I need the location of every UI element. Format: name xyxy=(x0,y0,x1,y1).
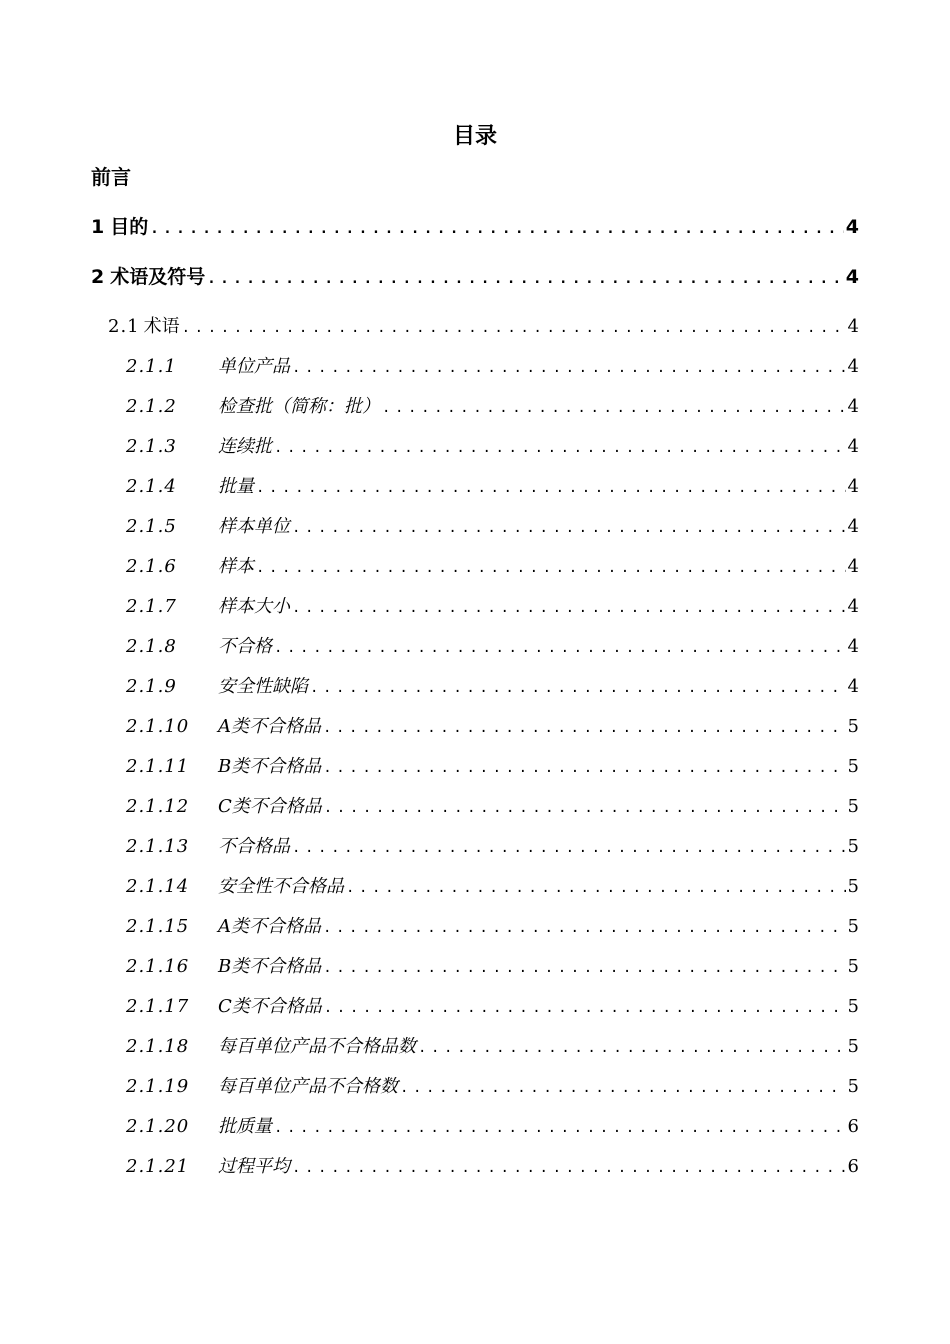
toc-entry[interactable] xyxy=(126,590,859,624)
toc-entry-label: 样本单位 xyxy=(218,516,290,537)
toc-entry-number: 2.1.3 xyxy=(126,436,177,457)
toc-entry-label: B类不合格品 xyxy=(218,956,322,977)
toc-entry-page-number: 5 xyxy=(847,1036,859,1057)
toc-entry-number: 2.1.15 xyxy=(126,916,190,937)
toc-entry-number: 2.1.14 xyxy=(126,876,190,897)
toc-entry[interactable] xyxy=(126,1070,859,1104)
toc-entry[interactable] xyxy=(126,990,859,1024)
toc-entry-number: 2.1 xyxy=(108,316,140,337)
toc-entry-number: 2.1.10 xyxy=(126,716,190,737)
toc-entry-page-number: 5 xyxy=(847,796,859,817)
preface-heading[interactable]: 前言 xyxy=(91,165,131,189)
toc-entry-label: A类不合格品 xyxy=(218,716,321,737)
toc-entry-page-number: 4 xyxy=(847,316,859,337)
toc-entry-number: 2.1.8 xyxy=(126,636,177,657)
toc-entry-page-number: 4 xyxy=(847,436,859,457)
toc-dot-leader xyxy=(418,1031,846,1065)
toc-entry-label: 样本大小 xyxy=(218,596,290,617)
toc-entry[interactable] xyxy=(126,510,859,544)
toc-entry-number: 2.1.18 xyxy=(126,1036,190,1057)
toc-entry-label: 安全性缺陷 xyxy=(218,676,308,697)
toc-entry-number: 2.1.21 xyxy=(126,1156,190,1177)
toc-entry-number: 2.1.4 xyxy=(126,476,177,497)
toc-entry-number: 2.1.17 xyxy=(126,996,190,1017)
toc-entry-number: 2.1.16 xyxy=(126,956,190,977)
toc-entry-page-number: 4 xyxy=(847,556,859,577)
toc-entry[interactable] xyxy=(126,1110,859,1144)
toc-dot-leader xyxy=(292,831,846,865)
toc-entry-number: 2.1.12 xyxy=(126,796,190,817)
toc-dot-leader xyxy=(150,212,844,246)
toc-entry-number: 2.1.11 xyxy=(126,756,190,777)
toc-entry-label: 样本 xyxy=(218,556,254,577)
toc-entry-number: 2.1.20 xyxy=(126,1116,190,1137)
toc-entry-label: 每百单位产品不合格数 xyxy=(218,1076,398,1097)
toc-entry-label: 术语及符号 xyxy=(110,266,206,288)
toc-entry[interactable] xyxy=(126,710,859,744)
toc-dot-leader xyxy=(292,511,846,545)
toc-dot-leader xyxy=(323,751,845,785)
toc-entry-number: 2.1.19 xyxy=(126,1076,190,1097)
toc-entry-page-number: 4 xyxy=(847,476,859,497)
toc-entry-label: 每百单位产品不合格品数 xyxy=(218,1036,416,1057)
toc-entry[interactable] xyxy=(126,750,859,784)
toc-entry[interactable] xyxy=(126,630,859,664)
toc-entry[interactable] xyxy=(126,1150,859,1184)
toc-dot-leader xyxy=(274,431,846,465)
toc-entry-label: 批量 xyxy=(218,476,254,497)
toc-entry-label: C类不合格品 xyxy=(218,996,322,1017)
toc-entry[interactable] xyxy=(126,910,859,944)
toc-entry-label: 术语 xyxy=(143,316,180,337)
toc-dot-leader xyxy=(346,871,846,905)
toc-dot-leader xyxy=(207,262,844,296)
toc-entry-page-number: 4 xyxy=(847,516,859,537)
toc-dot-leader xyxy=(324,791,846,825)
toc-dot-leader xyxy=(323,711,846,745)
toc-entry-page-number: 4 xyxy=(847,676,859,697)
toc-entry[interactable] xyxy=(91,260,859,294)
toc-entry-number: 2.1.7 xyxy=(126,596,177,617)
toc-dot-leader xyxy=(382,391,846,425)
toc-entry-page-number: 6 xyxy=(847,1156,859,1177)
toc-entry-label: C类不合格品 xyxy=(218,796,322,817)
toc-entry-number: 2.1.13 xyxy=(126,836,190,857)
toc-title: 目录 xyxy=(452,124,497,149)
toc-entry[interactable] xyxy=(126,830,859,864)
toc-entry-page-number: 5 xyxy=(847,716,859,737)
toc-dot-leader xyxy=(256,471,846,505)
toc-dot-leader xyxy=(324,991,846,1025)
toc-dot-leader xyxy=(323,911,846,945)
toc-entry[interactable] xyxy=(126,790,859,824)
toc-entry-number: 1 xyxy=(91,216,105,238)
toc-entry-label: 过程平均 xyxy=(218,1156,290,1177)
toc-dot-leader xyxy=(274,631,846,665)
toc-entry-number: 2.1.2 xyxy=(126,396,177,417)
toc-entry[interactable] xyxy=(126,950,859,984)
toc-entry-page-number: 5 xyxy=(847,876,859,897)
toc-dot-leader xyxy=(274,1111,846,1145)
toc-entry-page-number: 5 xyxy=(847,996,859,1017)
toc-entry-page-number: 5 xyxy=(847,836,859,857)
toc-entry-page-number: 4 xyxy=(845,216,859,238)
toc-entry-page-number: 4 xyxy=(847,596,859,617)
toc-entry-label: A类不合格品 xyxy=(218,916,321,937)
toc-entry-label: 连续批 xyxy=(218,436,272,457)
toc-entry-label: 不合格品 xyxy=(218,836,290,857)
toc-entry-label: 安全性不合格品 xyxy=(218,876,344,897)
toc-entry-page-number: 5 xyxy=(847,956,859,977)
toc-entry-label: 目的 xyxy=(110,216,149,238)
toc-entry[interactable] xyxy=(126,390,859,424)
toc-entry-page-number: 4 xyxy=(845,266,859,288)
toc-dot-leader xyxy=(323,951,845,985)
toc-entry-number: 2 xyxy=(91,266,105,288)
toc-dot-leader xyxy=(310,671,846,705)
toc-entry-page-number: 5 xyxy=(847,916,859,937)
toc-entry-label: 检查批（简称：批） xyxy=(218,396,380,417)
toc-entry[interactable] xyxy=(126,1030,859,1064)
toc-entry[interactable] xyxy=(126,670,859,704)
toc-entry-label: 单位产品 xyxy=(218,356,290,377)
toc-entry-label: 不合格 xyxy=(218,636,272,657)
toc-entry-page-number: 5 xyxy=(847,1076,859,1097)
toc-entry-page-number: 4 xyxy=(847,356,859,377)
toc-entry-label: 批质量 xyxy=(218,1116,272,1137)
toc-entry-page-number: 6 xyxy=(847,1116,859,1137)
toc-entry-page-number: 4 xyxy=(847,396,859,417)
toc-entry-page-number: 5 xyxy=(847,756,859,777)
toc-entry[interactable] xyxy=(126,350,859,384)
toc-dot-leader xyxy=(292,591,846,625)
toc-dot-leader xyxy=(292,1151,846,1185)
toc-entry[interactable] xyxy=(108,310,859,344)
toc-entry-number: 2.1.9 xyxy=(126,676,177,697)
toc-dot-leader xyxy=(256,551,846,585)
toc-entry-label: B类不合格品 xyxy=(218,756,322,777)
toc-entry-number: 2.1.1 xyxy=(126,356,177,377)
toc-entry[interactable] xyxy=(126,870,859,904)
toc-entry-number: 2.1.5 xyxy=(126,516,177,537)
toc-entry[interactable] xyxy=(126,430,859,464)
toc-entry[interactable] xyxy=(91,210,859,244)
toc-dot-leader xyxy=(400,1071,846,1105)
toc-dot-leader xyxy=(182,311,846,345)
toc-dot-leader xyxy=(292,351,846,385)
toc-entry[interactable] xyxy=(126,550,859,584)
toc-entry-page-number: 4 xyxy=(847,636,859,657)
toc-entry[interactable] xyxy=(126,470,859,504)
toc-entry-number: 2.1.6 xyxy=(126,556,177,577)
